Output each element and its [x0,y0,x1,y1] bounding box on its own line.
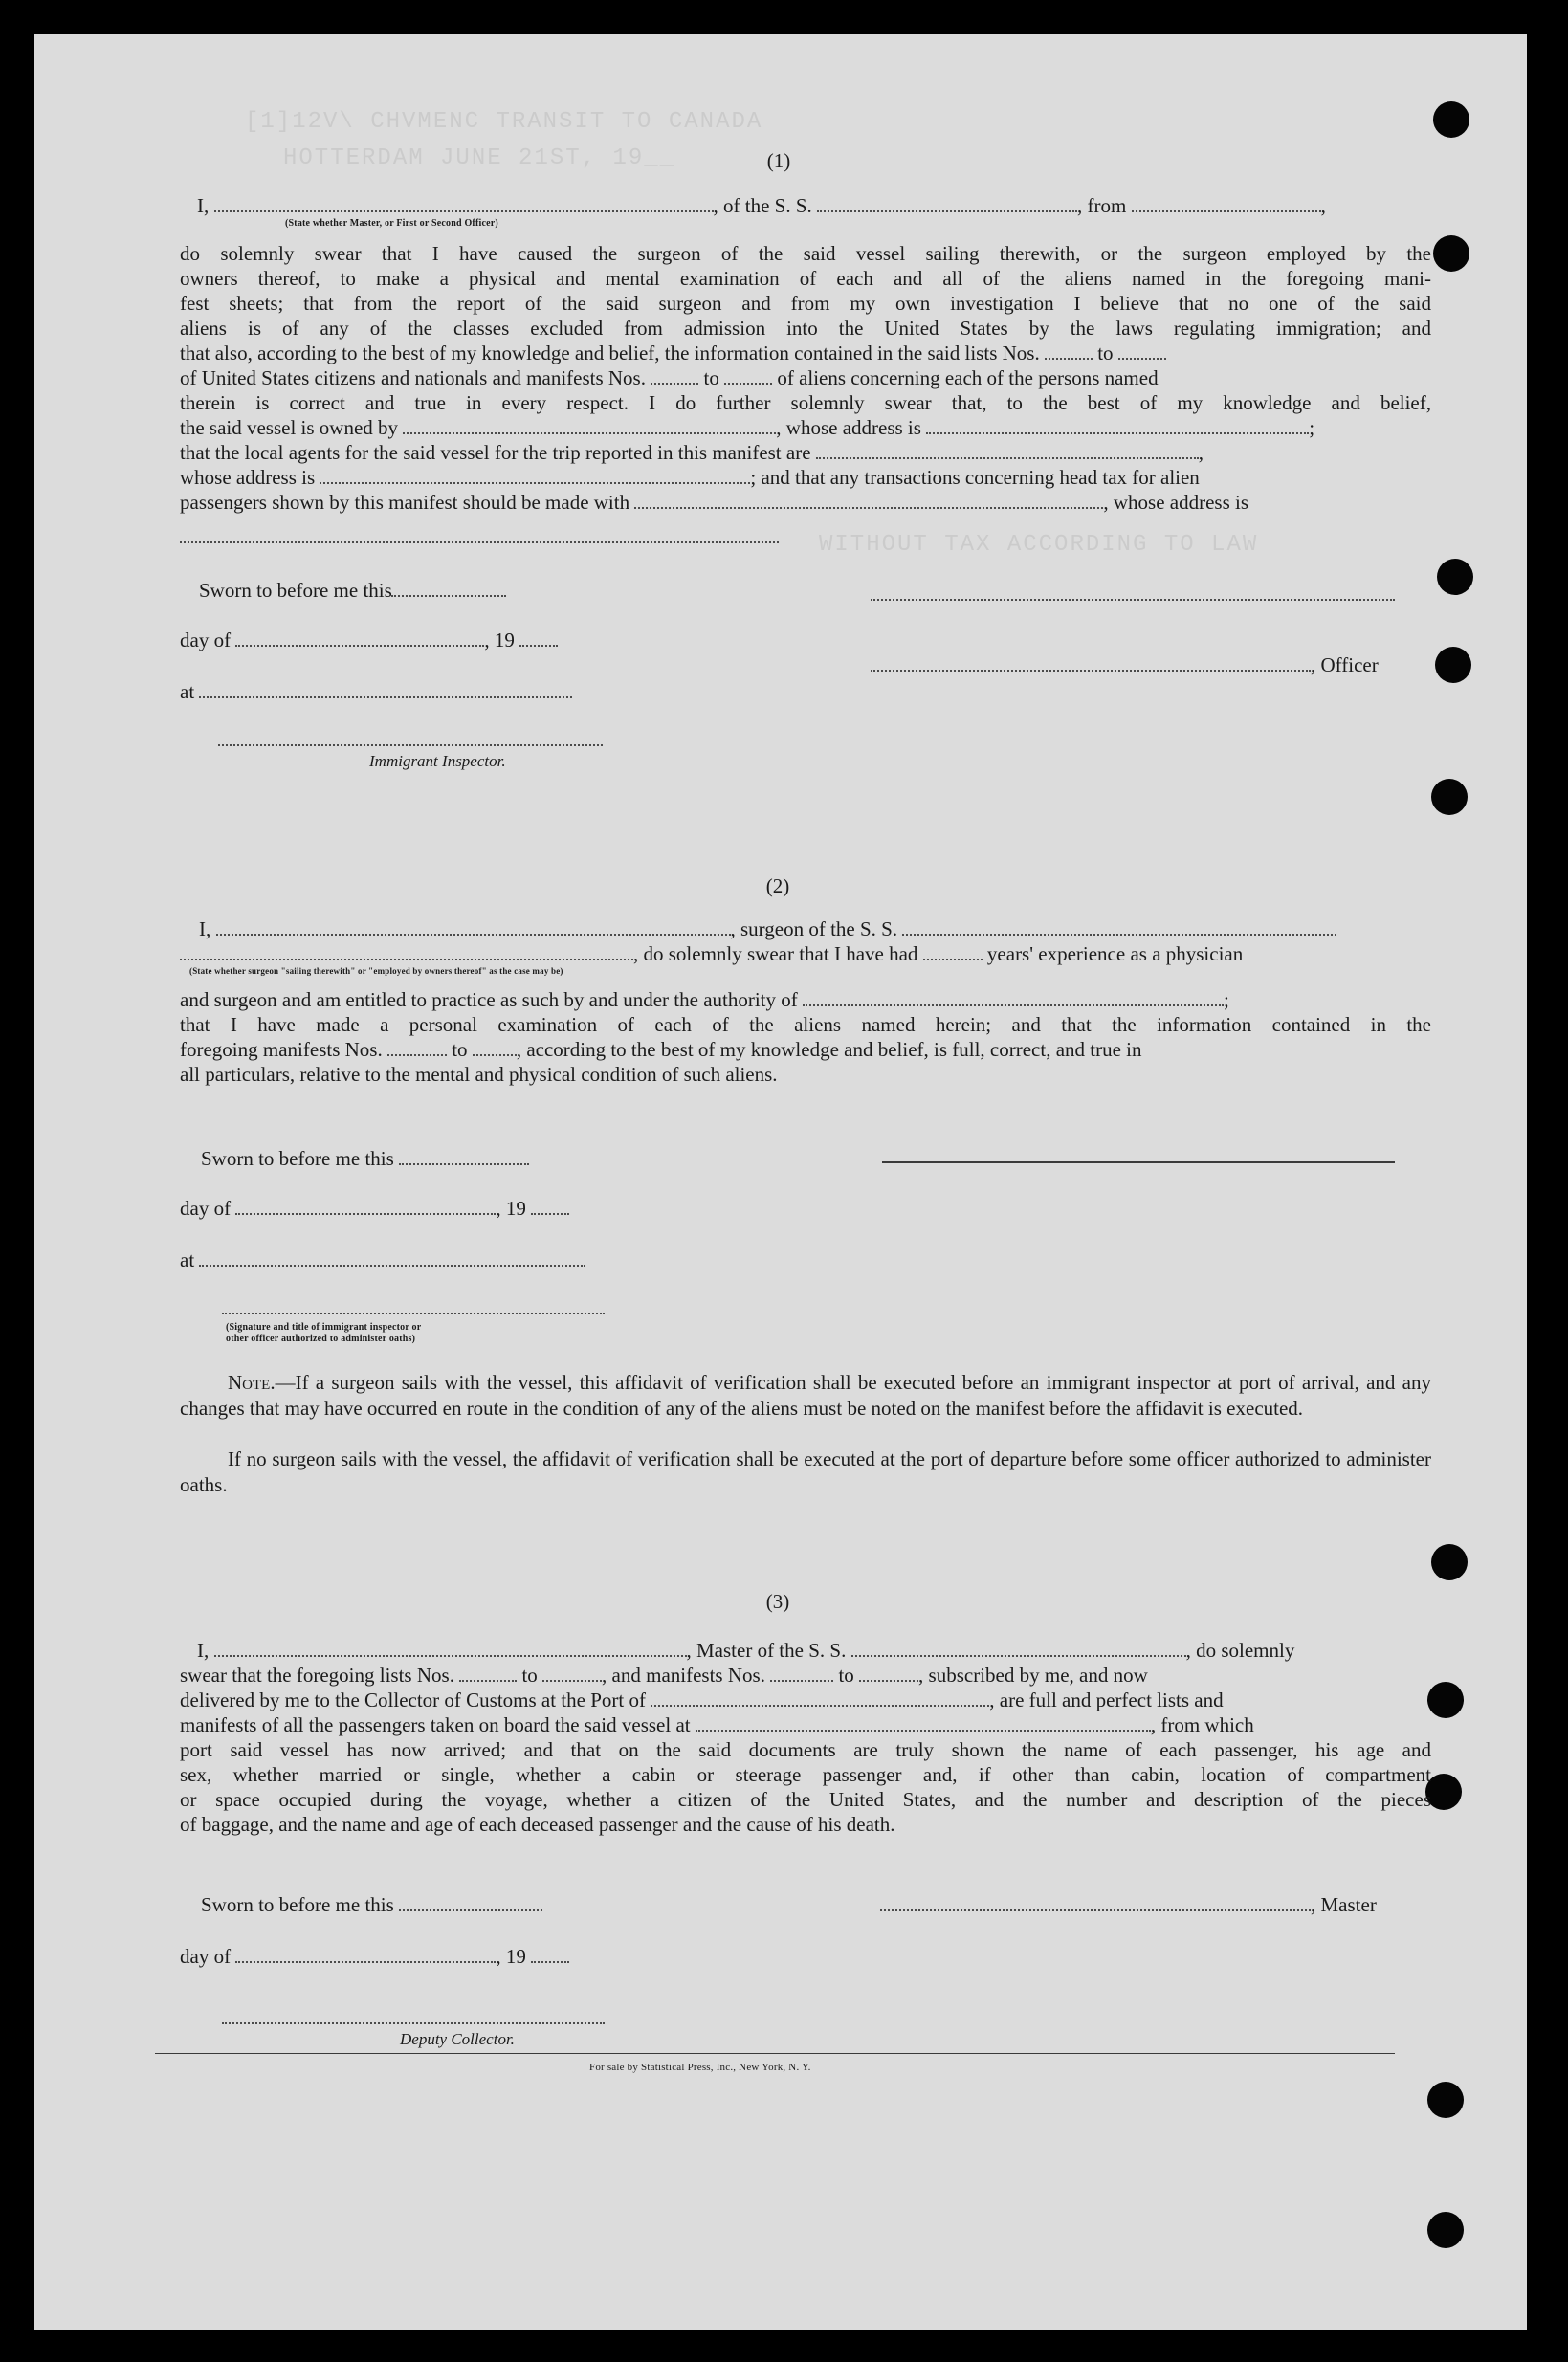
note-text-2: If no surgeon sails with the vessel, the affidavit of verification shall be executed at the port of departure before some officer authorized to administer oaths. [180,1447,1431,1496]
s1-citizens-text: of United States citizens and nationals and manifests Nos. [180,366,646,389]
s1-from-label: , from [1077,194,1127,217]
s3-line: port said vessel has now arrived; and that on the said documents are truly shown the name of each passenger, his age and [180,1738,1431,1761]
bleed-through-text: WITHOUT TAX ACCORDING TO LAW [819,532,1259,558]
s1-to-label: to [1097,342,1114,364]
s3-manifests-to-field[interactable] [859,1680,918,1682]
manifests-nos-to-field[interactable] [724,383,772,385]
s1-i-label: I, [197,194,210,217]
punch-hole [1431,779,1468,815]
s3-dayof [180,1944,569,1970]
s1-sworn [199,578,506,604]
s1-lists-line [180,341,1166,366]
punch-hole [1433,101,1469,138]
s3-line: sex, whether married or single, whether a cabin or steerage passenger and, if other than cabin, location of compartment [180,1763,1431,1786]
s3-sworn-label: Sworn to before me this [201,1893,394,1916]
s1-citizens-line [180,365,1159,391]
s3-last-line: of baggage, and the name and age of each deceased passenger and the cause of his death. [180,1813,895,1836]
s2-month-field[interactable] [235,1213,496,1215]
printer-imprint: For sale by Statistical Press, Inc., New York, N. Y. [589,2062,811,2073]
punch-hole [1427,1682,1464,1718]
s2-signature-caption: other officer authorized to administer oaths) [226,1334,416,1344]
note-paragraph-1 [180,1370,1431,1421]
authority-field[interactable] [803,1004,1224,1006]
s2-sworn-day-field[interactable] [399,1163,529,1165]
inspector-signature-line[interactable] [218,744,603,746]
s2-entitled-line [180,987,1229,1013]
years-experience-field[interactable] [923,959,983,960]
s1-officer [871,652,1379,678]
s1-address-label: , whose address is [776,416,921,439]
year-field[interactable] [519,645,558,647]
note-paragraph-2 [180,1446,1431,1497]
s3-fromwhich-text: , from which [1150,1713,1254,1736]
s3-dayof-label: day of [180,1945,232,1968]
document-sheet [34,34,1527,2330]
s2-inspector-signature-line[interactable] [222,1313,605,1314]
s2-sworn [201,1146,529,1172]
headtax-address-field[interactable] [180,541,779,543]
s3-manifests-from-field[interactable] [770,1680,833,1682]
s3-master-title: , Master [1311,1893,1377,1916]
s1-line1 [197,193,1326,219]
officer-signature-line[interactable] [871,599,1395,601]
s3-year-field[interactable] [531,1961,569,1963]
note-text: —If a surgeon sails with the vessel, this affidavit of verification shall be executed before an immigrant inspector at port of arrival, and any changes that may have occurred en route in the condition of any of the aliens must be noted on the manifest before the affidavit is executed. [180,1371,1431,1420]
s3-perfect-text: , are full and perfect lists and [989,1689,1224,1711]
s1-agents-line [180,440,1204,466]
s1-comma: , [1320,194,1326,217]
port-of-arrival-field[interactable] [651,1705,989,1707]
s1-sworn-label: Sworn to before me this [199,579,392,602]
bleed-through-text: HOTTERDAM JUNE 21ST, 19__ [283,145,676,171]
s1-to-label: to [703,366,719,389]
footer-rule [155,2053,1395,2054]
s1-line: do solemnly swear that I have caused the surgeon of the said vessel sailing therewith, or the surgeon employed by the [180,242,1431,265]
s1-at-label: at [180,680,195,703]
surgeon-name-field[interactable] [216,934,731,936]
s1-line: fest sheets; that from the report of the said surgeon and from my own investigation I believe that no one of the said [180,292,1431,315]
s2-line: that I have made a personal examination of each of the aliens named herein; and that the information contained in the [180,1013,1431,1036]
s3-manifests-line [180,1712,1254,1738]
s2-surgeon-label: , surgeon of the S. S. [730,917,898,940]
s3-master-label: , Master of the S. S. [686,1639,847,1662]
port-of-embarkation-field[interactable] [696,1730,1151,1732]
deputy-collector-caption: Deputy Collector. [400,2030,515,2048]
s1-dayof-label: day of [180,629,232,651]
vessel-name-field[interactable] [817,210,1077,212]
s2-years-text: years' experience as a physician [986,942,1244,965]
surgeon-signature-line[interactable] [882,1161,1395,1163]
s3-manifests-label: , and manifests Nos. [602,1664,765,1687]
s3-to-label: to [838,1664,854,1687]
agents-address-field[interactable] [320,482,750,484]
s1-passengers-text: passengers shown by this manifest should be made with [180,491,630,514]
s3-manifests-text: manifests of all the passengers taken on board the said vessel at [180,1713,691,1736]
s2-manifests-line [180,1037,1142,1063]
s3-solemnly-text: , do solemnly [1185,1639,1295,1662]
s2-vessel-field[interactable] [902,934,1336,936]
punch-hole [1431,1544,1468,1580]
s3-lists-from-field[interactable] [459,1680,517,1682]
headtax-party-field[interactable] [634,507,1103,509]
vessel-owner-field[interactable] [403,432,776,434]
place-field[interactable] [199,696,572,698]
s2-line2 [180,941,1243,967]
s1-address-label: , whose address is [1103,491,1249,514]
s1-semicolon: ; [1309,416,1315,439]
s1-line: owners thereof, to make a physical and mental examination of each and all of the aliens named in the foregoing mani- [180,267,1431,290]
s3-swear-text: swear that the foregoing lists Nos. [180,1664,454,1687]
bleed-through-text: [1]12V\ CHVMENC TRANSIT TO CANADA [245,109,763,135]
s2-place-field[interactable] [199,1265,585,1267]
sworn-day-field[interactable] [391,595,506,597]
punch-hole [1427,2212,1464,2248]
immigrant-inspector-caption: Immigrant Inspector. [369,752,506,770]
s2-manifests-to-field[interactable] [473,1054,517,1056]
s1-aliens-text: of aliens concerning each of the persons named [777,366,1159,389]
punch-hole [1433,235,1469,272]
s3-year-label: , 19 [496,1945,526,1968]
section-3-heading: (3) [765,1590,790,1613]
punch-hole [1435,647,1471,683]
officer-title-field[interactable] [871,670,1311,672]
s2-swear-text: , do solemnly swear that I have had [633,942,918,965]
s3-master-signature [880,1892,1377,1918]
s2-dayof-label: day of [180,1197,232,1220]
s2-manifests-text: foregoing manifests Nos. [180,1038,383,1061]
s1-passengers-line [180,490,1248,516]
s1-whose-text: whose address is [180,466,316,489]
s3-vessel-field[interactable] [851,1655,1186,1657]
lists-nos-to-field[interactable] [1118,358,1166,360]
s1-officer-label: , Officer [1311,653,1379,676]
s2-dayof [180,1196,569,1222]
s3-month-field[interactable] [235,1961,496,1963]
section-2-heading: (2) [765,874,790,897]
s1-lists-text: that also, according to the best of my knowledge and belief, the information contained in the said lists Nos. [180,342,1040,364]
s1-of-ss-label: , of the S. S. [713,194,812,217]
s2-at [180,1247,585,1273]
s2-manifests-from-field[interactable] [387,1054,447,1056]
s1-owned-line [180,415,1314,441]
local-agents-field[interactable] [816,457,1199,459]
s2-year-field[interactable] [531,1213,569,1215]
s3-subscribed-text: , subscribed by me, and now [918,1664,1148,1687]
punch-hole [1427,2082,1464,2118]
s3-line: or space occupied during the voyage, whether a citizen of the United States, and the number and description of the pieces [180,1788,1431,1811]
s3-sworn [201,1892,542,1918]
s1-at [180,679,572,705]
master-signature-field[interactable] [880,1909,1311,1911]
s1-dayof [180,628,558,653]
s1-line: aliens is of any of the classes excluded from admission into the United States by the laws regulating immigration; and [180,317,1431,340]
manifests-nos-from-field[interactable] [651,383,698,385]
punch-hole [1437,559,1473,595]
s3-i-label: I, [197,1639,210,1662]
s3-sworn-day-field[interactable] [399,1909,542,1911]
month-field[interactable] [235,645,484,647]
s3-delivered-line [180,1688,1224,1713]
s1-agents-text: that the local agents for the said vessel for the trip reported in this manifest are [180,441,811,464]
s2-to-label: to [452,1038,468,1061]
officer-name-field[interactable] [214,210,714,212]
deputy-signature-line[interactable] [222,2022,605,2024]
s2-signature-caption: (Signature and title of immigrant inspector or [226,1322,422,1333]
master-name-field[interactable] [214,1655,687,1657]
s2-line1 [199,916,1336,942]
s2-sworn-label: Sworn to before me this [201,1147,394,1170]
s3-to-label: to [521,1664,538,1687]
s2-i-label: I, [199,917,211,940]
s2-year-label: , 19 [496,1197,526,1220]
section-1-heading: (1) [766,149,791,172]
s3-swear-line [180,1663,1148,1689]
surgeon-status-field[interactable] [180,959,633,960]
s3-delivered-text: delivered by me to the Collector of Customs at the Port of [180,1689,646,1711]
s2-according-text: , according to the best of my knowledge and belief, is full, correct, and true in [516,1038,1142,1061]
s1-headtax-text: ; and that any transactions concerning head tax for alien [750,466,1200,489]
s1-year-label: , 19 [484,629,515,651]
s1-line: therein is correct and true in every respect. I do further solemnly swear that, to the best of my knowledge and belief, [180,391,1431,414]
s1-officer-caption: (State whether Master, or First or Second Officer) [285,218,498,229]
s1-owned-text: the said vessel is owned by [180,416,399,439]
s2-surgeon-caption: (State whether surgeon "sailing therewith" or "employed by owners thereof" as the case may be) [189,966,563,976]
s1-whose-line [180,465,1200,491]
lists-nos-from-field[interactable] [1045,358,1093,360]
s1-comma: , [1198,441,1204,464]
s2-semicolon: ; [1224,988,1229,1011]
owner-address-field[interactable] [926,432,1309,434]
port-from-field[interactable] [1132,210,1321,212]
s2-entitled-text: and surgeon and am entitled to practice as such by and under the authority of [180,988,798,1011]
s3-line1 [197,1638,1294,1664]
note-label: Note. [228,1371,276,1394]
s2-at-label: at [180,1248,195,1271]
s2-particulars: all particulars, relative to the mental and physical condition of such aliens. [180,1063,778,1086]
s3-lists-to-field[interactable] [542,1680,602,1682]
